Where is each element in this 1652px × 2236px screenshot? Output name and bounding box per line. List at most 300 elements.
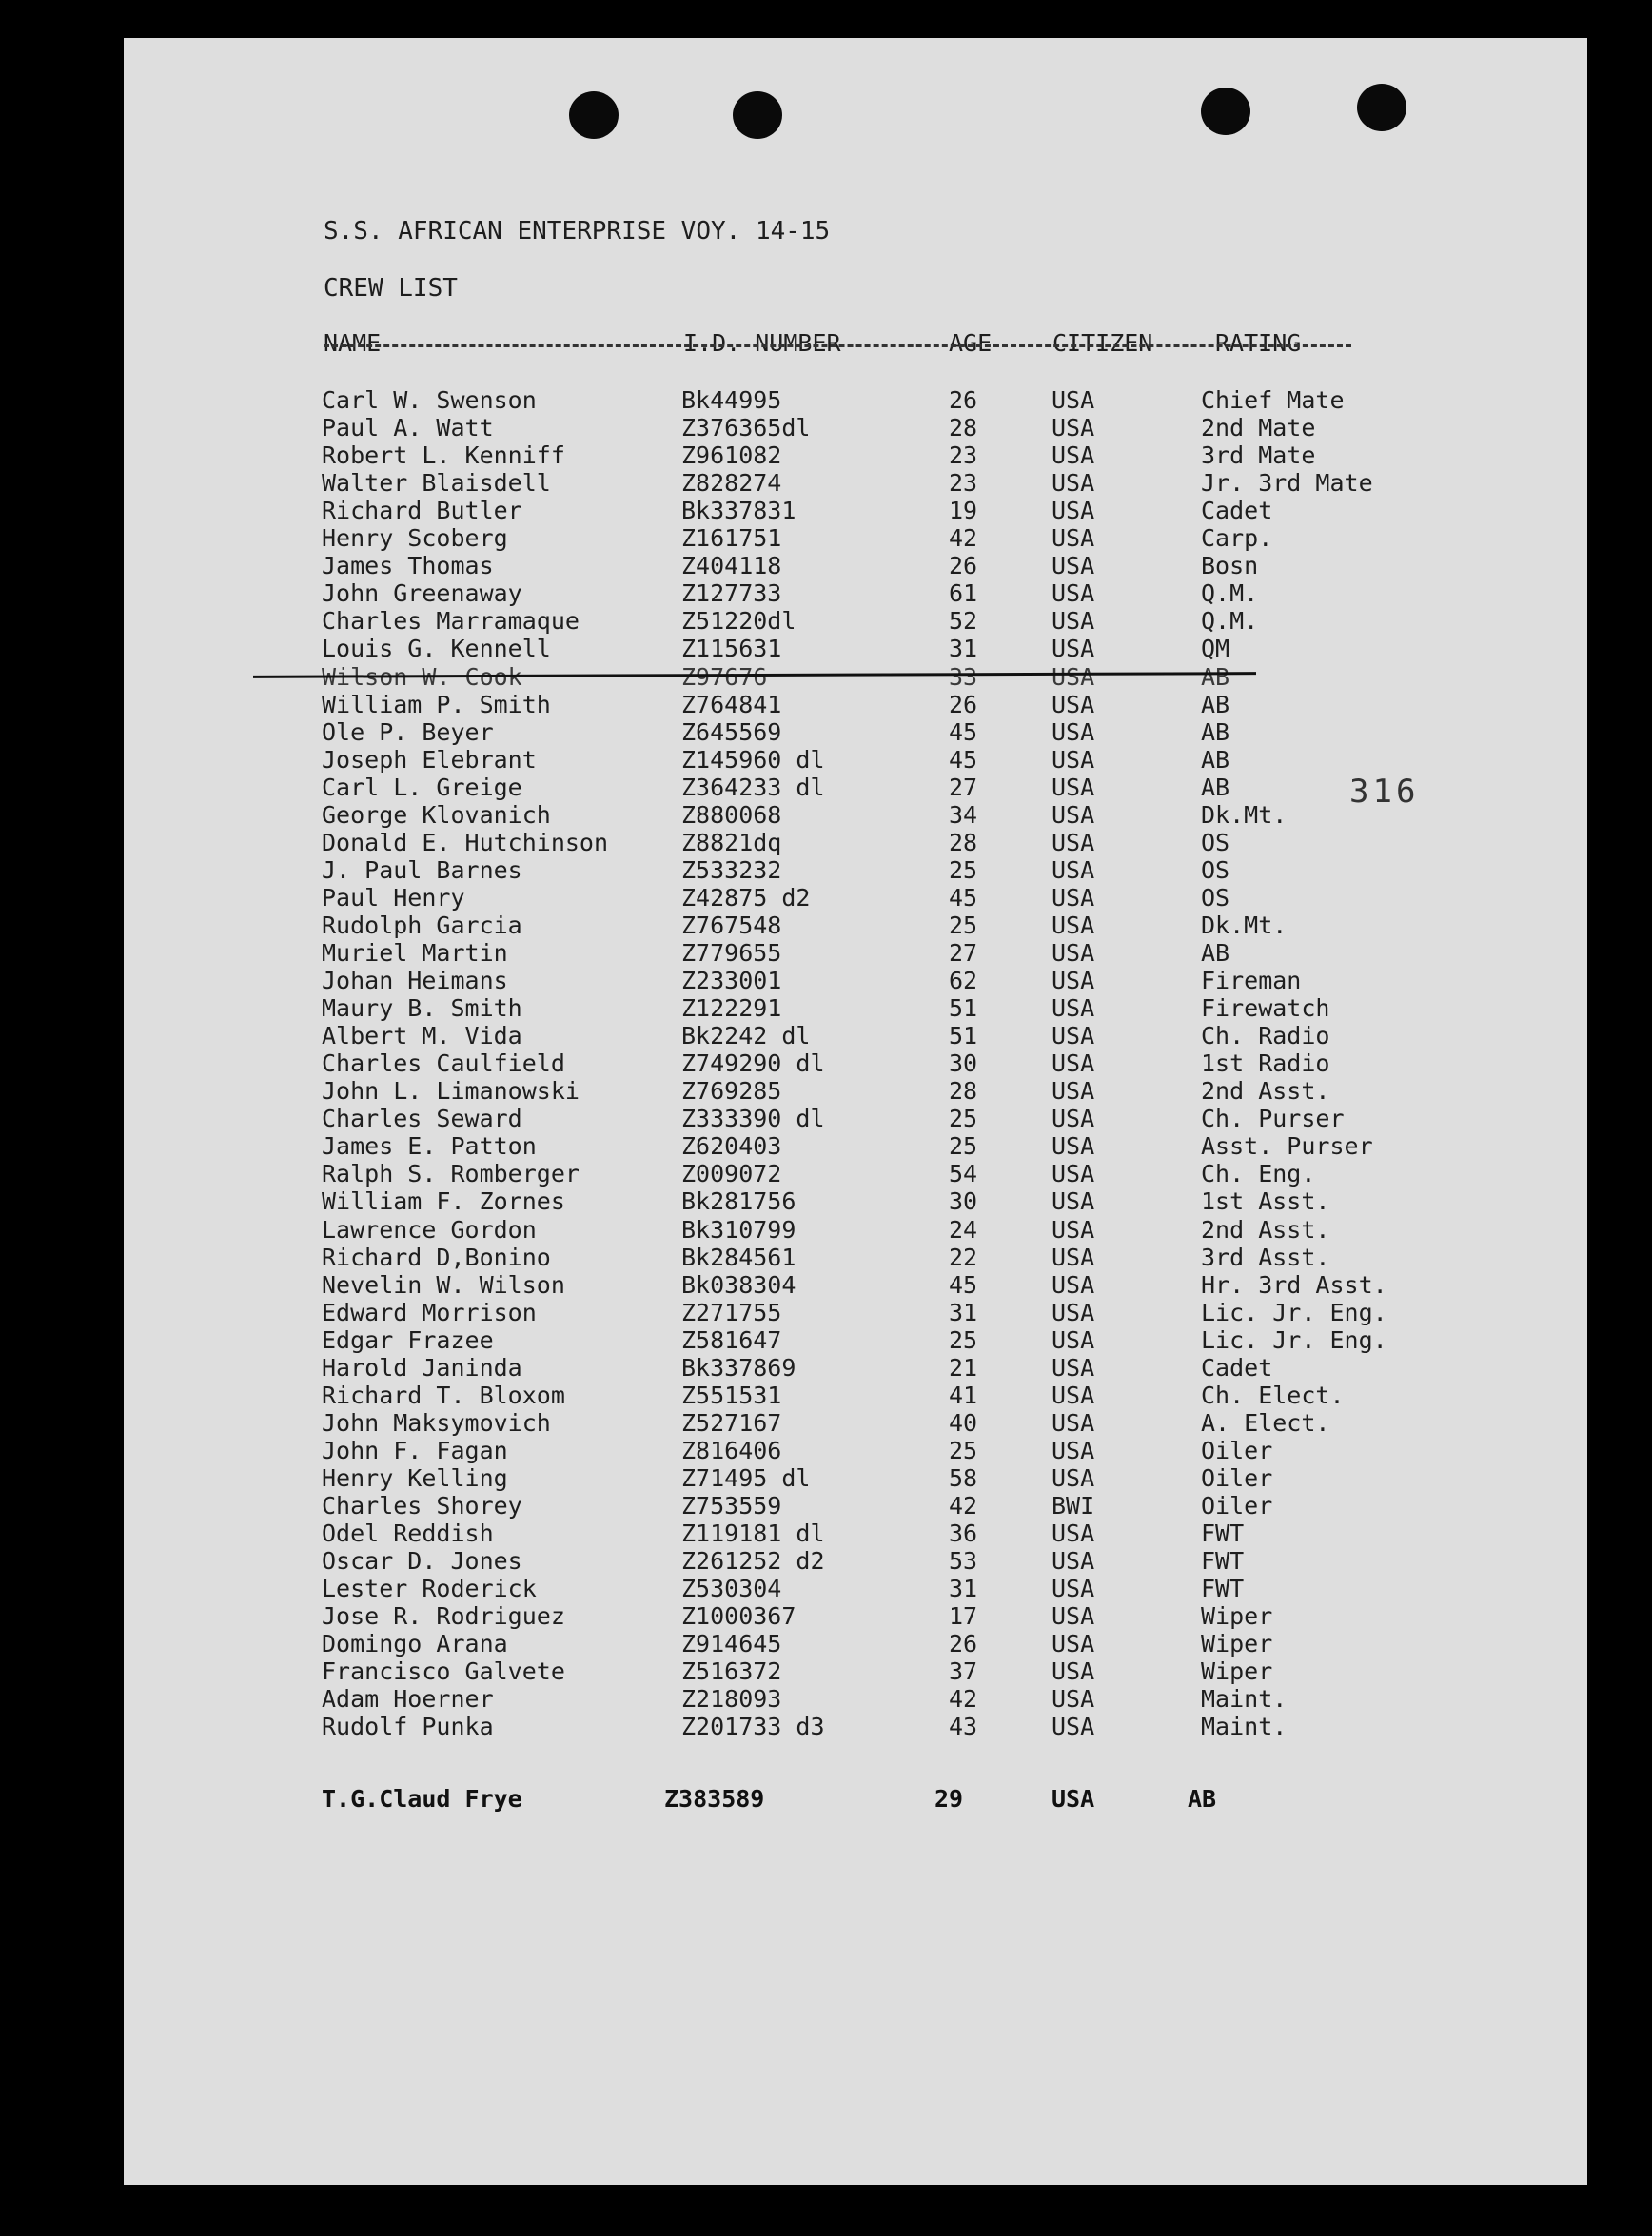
document-subtitle: CREW LIST (324, 274, 458, 303)
crew-age: 37 (949, 1657, 978, 1686)
table-row (0, 1187, 1652, 1215)
column-header-name: NAME (324, 329, 382, 357)
crew-name: Harold Janinda (322, 1353, 522, 1382)
table-row (0, 1630, 1652, 1657)
crew-age: 21 (949, 1353, 978, 1382)
addendum-age: 29 (934, 1785, 964, 1813)
crew-id: Z828274 (681, 469, 782, 498)
crew-id: Z119181 dl (681, 1520, 825, 1548)
crew-rating: Ch. Elect. (1201, 1381, 1345, 1409)
crew-citizen: USA (1052, 1657, 1095, 1686)
crew-age: 25 (949, 1436, 978, 1464)
crew-citizen: USA (1052, 855, 1095, 884)
crew-rating: A. Elect. (1201, 1408, 1330, 1437)
crew-id: Z271755 (681, 1298, 782, 1326)
crew-citizen: USA (1052, 1547, 1095, 1576)
crew-rating: Oiler (1201, 1463, 1273, 1492)
crew-rating: Chief Mate (1201, 386, 1345, 414)
crew-rating: Wiper (1201, 1657, 1273, 1686)
crew-rating: 1st Radio (1201, 1049, 1330, 1078)
crew-id: Z161751 (681, 524, 782, 553)
crew-name: Albert M. Vida (322, 1022, 522, 1050)
table-row (0, 635, 1652, 662)
crew-age: 26 (949, 386, 978, 414)
crew-name: Richard D,Bonino (322, 1243, 551, 1271)
crew-id: Z218093 (681, 1685, 782, 1714)
crew-age: 30 (949, 1187, 978, 1216)
crew-name: Walter Blaisdell (322, 469, 551, 498)
crew-rating: FWT (1201, 1547, 1245, 1576)
crew-citizen: USA (1052, 1105, 1095, 1133)
crew-rating: 3rd Mate (1201, 441, 1316, 470)
header-underline (324, 344, 1351, 347)
crew-rating: Lic. Jr. Eng. (1201, 1325, 1387, 1354)
crew-citizen: USA (1052, 441, 1095, 470)
table-row (0, 552, 1652, 579)
table-row (0, 1520, 1652, 1547)
crew-id: Z516372 (681, 1657, 782, 1686)
crew-id: Z145960 dl (681, 745, 825, 774)
crew-citizen: USA (1052, 883, 1095, 912)
crew-name: Ralph S. Romberger (322, 1160, 580, 1188)
crew-citizen: USA (1052, 1408, 1095, 1437)
crew-age: 25 (949, 1105, 978, 1133)
crew-id: Z233001 (681, 967, 782, 995)
crew-citizen: BWI (1052, 1492, 1095, 1520)
crew-id: Z551531 (681, 1381, 782, 1409)
crew-citizen: USA (1052, 745, 1095, 774)
crew-id: Z581647 (681, 1325, 782, 1354)
crew-name: Charles Caulfield (322, 1049, 565, 1078)
crew-name: Domingo Arana (322, 1630, 508, 1658)
crew-name: John F. Fagan (322, 1436, 508, 1464)
crew-name: Henry Kelling (322, 1463, 508, 1492)
table-row (0, 691, 1652, 718)
crew-age: 53 (949, 1547, 978, 1576)
crew-rating: Oiler (1201, 1436, 1273, 1464)
crew-citizen: USA (1052, 1270, 1095, 1299)
crew-age: 51 (949, 1022, 978, 1050)
crew-name: Maury B. Smith (322, 994, 522, 1023)
table-row (0, 1602, 1652, 1630)
crew-rating: FWT (1201, 1575, 1245, 1603)
crew-rating: Wiper (1201, 1630, 1273, 1658)
crew-age: 23 (949, 469, 978, 498)
crew-citizen: USA (1052, 497, 1095, 525)
crew-id: Z71495 dl (681, 1463, 811, 1492)
addendum-citizen: USA (1052, 1785, 1095, 1813)
crew-name: William P. Smith (322, 690, 551, 718)
crew-name: Edward Morrison (322, 1298, 537, 1326)
crew-age: 19 (949, 497, 978, 525)
crew-citizen: USA (1052, 1243, 1095, 1271)
crew-rating: AB (1201, 662, 1230, 691)
table-row (0, 1326, 1652, 1354)
table-row (0, 1160, 1652, 1187)
crew-age: 62 (949, 967, 978, 995)
crew-citizen: USA (1052, 1685, 1095, 1714)
crew-rating: QM (1201, 635, 1230, 663)
table-row (0, 884, 1652, 912)
crew-name: Louis G. Kennell (322, 635, 551, 663)
crew-age: 27 (949, 939, 978, 967)
table-row (0, 607, 1652, 635)
crew-id: Z42875 d2 (681, 883, 811, 912)
crew-age: 25 (949, 911, 978, 939)
crew-name: Richard Butler (322, 497, 522, 525)
crew-citizen: USA (1052, 967, 1095, 995)
crew-age: 41 (949, 1381, 978, 1409)
table-row (0, 939, 1652, 967)
crew-citizen: USA (1052, 1353, 1095, 1382)
addendum-id: Z383589 (664, 1785, 765, 1813)
punch-hole (1201, 88, 1250, 135)
crew-id: Z749290 dl (681, 1049, 825, 1078)
crew-citizen: USA (1052, 1298, 1095, 1326)
crew-id: Z645569 (681, 717, 782, 746)
crew-citizen: USA (1052, 1132, 1095, 1161)
crew-citizen: USA (1052, 1575, 1095, 1603)
crew-age: 31 (949, 1298, 978, 1326)
crew-citizen: USA (1052, 1463, 1095, 1492)
crew-rating: Asst. Purser (1201, 1132, 1373, 1161)
table-row (0, 1547, 1652, 1575)
crew-rating: 2nd Mate (1201, 414, 1316, 442)
table-row (0, 1657, 1652, 1685)
crew-citizen: USA (1052, 552, 1095, 580)
crew-id: Z767548 (681, 911, 782, 939)
crew-id: Z201733 d3 (681, 1713, 825, 1741)
crew-age: 23 (949, 441, 978, 470)
crew-name: Muriel Martin (322, 939, 508, 967)
crew-id: Z8821dq (681, 828, 782, 856)
crew-rating: Wiper (1201, 1602, 1273, 1631)
crew-citizen: USA (1052, 579, 1095, 608)
crew-name: Charles Seward (322, 1105, 522, 1133)
table-row (0, 829, 1652, 856)
crew-citizen: USA (1052, 994, 1095, 1023)
crew-name: Rudolf Punka (322, 1713, 494, 1741)
crew-name: Paul A. Watt (322, 414, 494, 442)
crew-citizen: USA (1052, 690, 1095, 718)
crew-citizen: USA (1052, 1160, 1095, 1188)
crew-rating: AB (1201, 939, 1230, 967)
table-row (0, 1077, 1652, 1105)
crew-rating: AB (1201, 690, 1230, 718)
crew-rating: OS (1201, 855, 1230, 884)
table-row (0, 663, 1652, 691)
crew-rating: Ch. Radio (1201, 1022, 1330, 1050)
crew-name: Donald E. Hutchinson (322, 828, 609, 856)
crew-name: Johan Heimans (322, 967, 508, 995)
table-row (0, 386, 1652, 414)
addendum-rating: AB (1188, 1785, 1217, 1813)
document-title: S.S. AFRICAN ENTERPRISE VOY. 14-15 (324, 217, 831, 245)
crew-age: 40 (949, 1408, 978, 1437)
table-row (0, 1022, 1652, 1049)
crew-name: William F. Zornes (322, 1187, 565, 1216)
crew-id: Bk337869 (681, 1353, 796, 1382)
table-row (0, 994, 1652, 1022)
crew-id: Z914645 (681, 1630, 782, 1658)
crew-citizen: USA (1052, 1602, 1095, 1631)
crew-citizen: USA (1052, 1325, 1095, 1354)
crew-rating: AB (1201, 717, 1230, 746)
crew-citizen: USA (1052, 635, 1095, 663)
crew-id: Bk038304 (681, 1270, 796, 1299)
table-row (0, 1271, 1652, 1299)
crew-rating: Hr. 3rd Asst. (1201, 1270, 1387, 1299)
crew-age: 61 (949, 579, 978, 608)
crew-citizen: USA (1052, 828, 1095, 856)
table-row (0, 414, 1652, 441)
column-header-rating: RATING (1215, 329, 1302, 357)
crew-citizen: USA (1052, 1381, 1095, 1409)
table-row (0, 1685, 1652, 1713)
crew-id: Z533232 (681, 855, 782, 884)
crew-rating: Cadet (1201, 497, 1273, 525)
crew-name: Oscar D. Jones (322, 1547, 522, 1576)
crew-citizen: USA (1052, 524, 1095, 553)
crew-name: Lawrence Gordon (322, 1215, 537, 1244)
crew-age: 45 (949, 883, 978, 912)
crew-age: 28 (949, 828, 978, 856)
crew-age: 26 (949, 690, 978, 718)
crew-rating: Ch. Purser (1201, 1105, 1345, 1133)
crew-rating: Ch. Eng. (1201, 1160, 1316, 1188)
crew-id: Z620403 (681, 1132, 782, 1161)
crew-rating: Maint. (1201, 1685, 1288, 1714)
crew-age: 26 (949, 1630, 978, 1658)
crew-age: 51 (949, 994, 978, 1023)
table-row (0, 497, 1652, 524)
crew-id: Z816406 (681, 1436, 782, 1464)
crew-citizen: USA (1052, 414, 1095, 442)
table-row (0, 856, 1652, 884)
crew-citizen: USA (1052, 717, 1095, 746)
table-row (0, 1299, 1652, 1326)
column-header-id: I.D. NUMBER (683, 329, 841, 357)
crew-rating: Dk.Mt. (1201, 800, 1288, 829)
crew-citizen: USA (1052, 662, 1095, 691)
crew-id: Z261252 d2 (681, 1547, 825, 1576)
column-header-citizen: CITIZEN (1052, 329, 1153, 357)
crew-id: Z961082 (681, 441, 782, 470)
crew-id: Bk281756 (681, 1187, 796, 1216)
crew-age: 22 (949, 1243, 978, 1271)
crew-rating: 3rd Asst. (1201, 1243, 1330, 1271)
crew-citizen: USA (1052, 1436, 1095, 1464)
table-row (0, 1105, 1652, 1132)
crew-id: Z364233 dl (681, 773, 825, 801)
crew-name: Wilson W. Cook (322, 662, 522, 691)
crew-id: Bk337831 (681, 497, 796, 525)
crew-age: 58 (949, 1463, 978, 1492)
crew-age: 28 (949, 414, 978, 442)
crew-id: Z1000367 (681, 1602, 796, 1631)
crew-id: Z527167 (681, 1408, 782, 1437)
crew-rating: Bosn (1201, 552, 1259, 580)
crew-id: Z779655 (681, 939, 782, 967)
crew-age: 42 (949, 524, 978, 553)
crew-name: Charles Marramaque (322, 607, 580, 636)
crew-age: 34 (949, 800, 978, 829)
table-row (0, 469, 1652, 497)
table-row (0, 1244, 1652, 1271)
crew-name: Henry Scoberg (322, 524, 508, 553)
crew-citizen: USA (1052, 773, 1095, 801)
crew-name: Charles Shorey (322, 1492, 522, 1520)
crew-rating: AB (1201, 745, 1230, 774)
crew-name: Nevelin W. Wilson (322, 1270, 565, 1299)
crew-age: 27 (949, 773, 978, 801)
crew-name: Jose R. Rodriguez (322, 1602, 565, 1631)
crew-name: J. Paul Barnes (322, 855, 522, 884)
crew-id: Z009072 (681, 1160, 782, 1188)
crew-age: 28 (949, 1077, 978, 1106)
crew-id: Z115631 (681, 635, 782, 663)
crew-age: 31 (949, 635, 978, 663)
crew-rating: OS (1201, 828, 1230, 856)
crew-name: James E. Patton (322, 1132, 537, 1161)
crew-name: Ole P. Beyer (322, 717, 494, 746)
table-row (0, 912, 1652, 939)
crew-name: Rudolph Garcia (322, 911, 522, 939)
crew-rating: AB (1201, 773, 1230, 801)
crew-age: 25 (949, 1325, 978, 1354)
crew-age: 54 (949, 1160, 978, 1188)
crew-age: 25 (949, 855, 978, 884)
crew-id: Bk44995 (681, 386, 782, 414)
column-header-age: AGE (949, 329, 993, 357)
crew-citizen: USA (1052, 1049, 1095, 1078)
crew-id: Z880068 (681, 800, 782, 829)
crew-age: 31 (949, 1575, 978, 1603)
crew-age: 45 (949, 1270, 978, 1299)
table-row (0, 1437, 1652, 1464)
crew-age: 26 (949, 552, 978, 580)
crew-name: Edgar Frazee (322, 1325, 494, 1354)
crew-name: Robert L. Kenniff (322, 441, 565, 470)
table-row (0, 1464, 1652, 1492)
crew-id: Bk310799 (681, 1215, 796, 1244)
table-row (0, 1492, 1652, 1520)
crew-id: Z404118 (681, 552, 782, 580)
crew-id: Z122291 (681, 994, 782, 1023)
crew-name: Paul Henry (322, 883, 465, 912)
crew-id: Z764841 (681, 690, 782, 718)
crew-name: John L. Limanowski (322, 1077, 580, 1106)
crew-name: Adam Hoerner (322, 1685, 494, 1714)
crew-age: 25 (949, 1132, 978, 1161)
crew-id: Z97676 (681, 662, 768, 691)
crew-citizen: USA (1052, 1630, 1095, 1658)
crew-age: 33 (949, 662, 978, 691)
crew-age: 45 (949, 745, 978, 774)
crew-name: Odel Reddish (322, 1520, 494, 1548)
crew-age: 30 (949, 1049, 978, 1078)
table-row (0, 718, 1652, 746)
crew-rating: Lic. Jr. Eng. (1201, 1298, 1387, 1326)
crew-citizen: USA (1052, 1713, 1095, 1741)
crew-name: John Greenaway (322, 579, 522, 608)
crew-rating: FWT (1201, 1520, 1245, 1548)
crew-citizen: USA (1052, 1215, 1095, 1244)
crew-rating: Jr. 3rd Mate (1201, 469, 1373, 498)
crew-name: James Thomas (322, 552, 494, 580)
crew-age: 17 (949, 1602, 978, 1631)
crew-id: Z333390 dl (681, 1105, 825, 1133)
crew-rating: Carp. (1201, 524, 1273, 553)
page-number: 316 (1349, 773, 1420, 811)
crew-rating: Fireman (1201, 967, 1302, 995)
crew-citizen: USA (1052, 1022, 1095, 1050)
table-row (0, 1382, 1652, 1409)
crew-citizen: USA (1052, 607, 1095, 636)
crew-citizen: USA (1052, 386, 1095, 414)
crew-id: Z769285 (681, 1077, 782, 1106)
table-row (0, 524, 1652, 552)
crew-id: Z376365dl (681, 414, 811, 442)
crew-rating: 2nd Asst. (1201, 1215, 1330, 1244)
crew-rating: Maint. (1201, 1713, 1288, 1741)
table-row (0, 1216, 1652, 1244)
crew-citizen: USA (1052, 1077, 1095, 1106)
table-row (0, 1575, 1652, 1602)
punch-hole (1357, 84, 1406, 131)
crew-citizen: USA (1052, 1187, 1095, 1216)
crew-name: Carl W. Swenson (322, 386, 537, 414)
crew-citizen: USA (1052, 469, 1095, 498)
crew-id: Z127733 (681, 579, 782, 608)
crew-name: Carl L. Greige (322, 773, 522, 801)
table-row (0, 1132, 1652, 1160)
crew-name: Richard T. Bloxom (322, 1381, 565, 1409)
crew-rating: Q.M. (1201, 579, 1259, 608)
crew-rating: 1st Asst. (1201, 1187, 1330, 1216)
crew-rating: Oiler (1201, 1492, 1273, 1520)
crew-name: Francisco Galvete (322, 1657, 565, 1686)
crew-rating: OS (1201, 883, 1230, 912)
crew-rating: Dk.Mt. (1201, 911, 1288, 939)
table-row (0, 1409, 1652, 1437)
punch-hole (733, 91, 782, 139)
crew-id: Z530304 (681, 1575, 782, 1603)
crew-age: 24 (949, 1215, 978, 1244)
crew-id: Bk284561 (681, 1243, 796, 1271)
crew-name: George Klovanich (322, 800, 551, 829)
crew-age: 43 (949, 1713, 978, 1741)
crew-citizen: USA (1052, 800, 1095, 829)
crew-age: 36 (949, 1520, 978, 1548)
crew-name: John Maksymovich (322, 1408, 551, 1437)
crew-id: Bk2242 dl (681, 1022, 811, 1050)
crew-age: 45 (949, 717, 978, 746)
crew-rating: Cadet (1201, 1353, 1273, 1382)
table-row (0, 1713, 1652, 1740)
table-row (0, 967, 1652, 994)
crew-citizen: USA (1052, 939, 1095, 967)
table-row (0, 1354, 1652, 1382)
table-row (0, 746, 1652, 774)
crew-age: 42 (949, 1492, 978, 1520)
crew-rating: Firewatch (1201, 994, 1330, 1023)
crew-rating: Q.M. (1201, 607, 1259, 636)
crew-name: Lester Roderick (322, 1575, 537, 1603)
table-row (0, 579, 1652, 607)
crew-age: 42 (949, 1685, 978, 1714)
addendum-row (0, 1785, 1652, 1813)
